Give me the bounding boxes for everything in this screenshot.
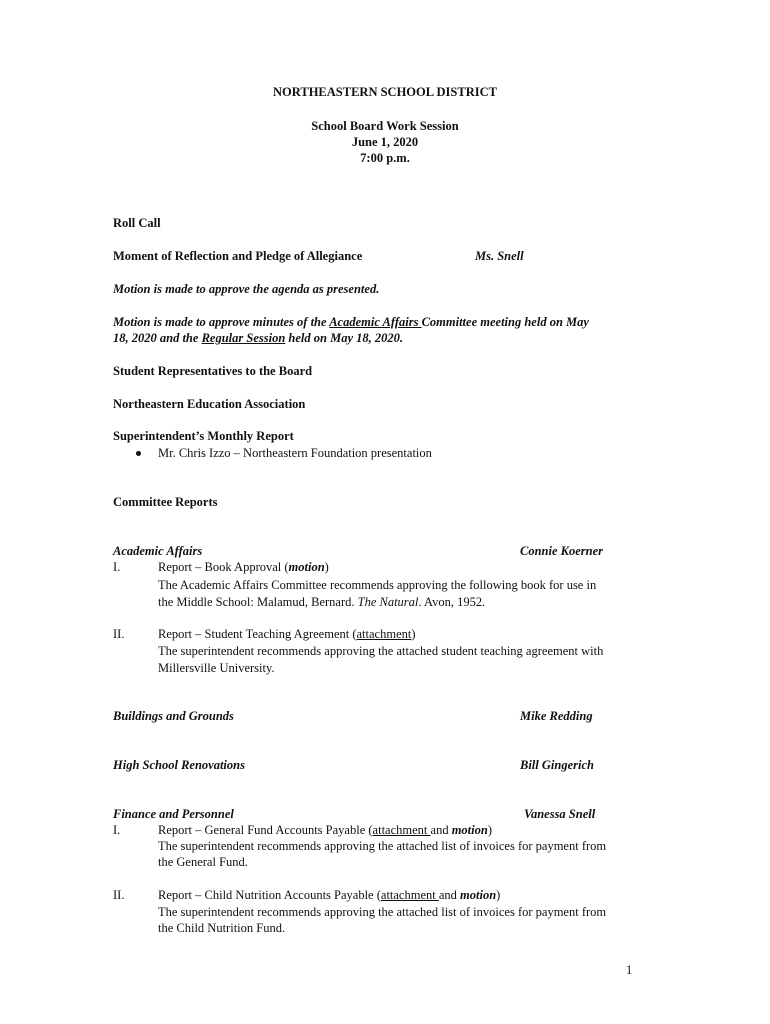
motion-minutes-text4: held on May 18, 2020. bbox=[285, 331, 403, 345]
report-label: Report – Child Nutrition Accounts Payable ( bbox=[158, 888, 381, 902]
child-nutrition-desc1: The superintendent recommends approving the attached list of invoices for payment from bbox=[158, 905, 607, 919]
motion-minutes-text1: Motion is made to approve minutes of the bbox=[113, 315, 330, 329]
motion-minutes-line1 bbox=[113, 314, 589, 330]
reflection-label: Moment of Reflection and Pledge of Allegiance bbox=[113, 249, 363, 263]
item-number: II. bbox=[113, 888, 125, 902]
academic-affairs-link[interactable]: Academic Affairs bbox=[329, 315, 422, 329]
report-label: Report – Student Teaching Agreement ( bbox=[158, 627, 357, 641]
academic-affairs-chair: Connie Koerner bbox=[520, 544, 604, 558]
report-label-end: ) bbox=[411, 627, 416, 641]
buildings-grounds-title: Buildings and Grounds bbox=[113, 709, 234, 723]
motion-agenda: Motion is made to approve the agenda as presented. bbox=[113, 282, 380, 296]
desc-text: the Middle School: Malamud, Bernard. bbox=[158, 595, 358, 609]
motion-label: motion bbox=[460, 888, 497, 902]
report-label-end: ) bbox=[487, 823, 492, 837]
and-text: and bbox=[438, 888, 461, 902]
buildings-grounds-chair: Mike Redding bbox=[520, 709, 593, 723]
roll-call: Roll Call bbox=[113, 216, 161, 230]
general-fund-desc1: The superintendent recommends approving the attached list of invoices for payment from bbox=[158, 839, 607, 853]
academic-affairs-title: Academic Affairs bbox=[113, 544, 203, 558]
motion-minutes-line2 bbox=[113, 330, 403, 346]
report-label-end: ) bbox=[496, 888, 501, 902]
student-teaching-desc2: Millersville University. bbox=[158, 661, 275, 675]
hs-renovations-title: High School Renovations bbox=[113, 758, 245, 772]
child-nutrition-report bbox=[158, 887, 500, 903]
book-title: The Natural bbox=[357, 595, 419, 609]
session-title: School Board Work Session bbox=[311, 119, 459, 133]
superintendent-report-title: Superintendent’s Monthly Report bbox=[113, 429, 294, 443]
student-teaching-desc1: The superintendent recommends approving the attached student teaching agreement with bbox=[158, 644, 604, 658]
session-date: June 1, 2020 bbox=[351, 135, 419, 149]
superintendent-report-item: Mr. Chris Izzo – Northeastern Foundation presentation bbox=[158, 446, 432, 460]
finance-personnel-title: Finance and Personnel bbox=[113, 807, 234, 821]
motion-label: motion bbox=[451, 823, 488, 837]
finance-personnel-chair: Vanessa Snell bbox=[524, 807, 596, 821]
session-time: 7:00 p.m. bbox=[360, 151, 410, 165]
attachment-link[interactable]: attachment bbox=[372, 823, 431, 837]
report-label: Report – Book Approval ( bbox=[158, 560, 289, 574]
and-text: and bbox=[430, 823, 452, 837]
book-approval-report bbox=[158, 559, 329, 575]
district-title: NORTHEASTERN SCHOOL DISTRICT bbox=[273, 85, 497, 99]
attachment-link[interactable]: attachment bbox=[356, 627, 412, 641]
book-approval-desc1: The Academic Affairs Committee recommends approving the following book for use in bbox=[158, 578, 597, 592]
hs-renovations-chair: Bill Gingerich bbox=[520, 758, 594, 772]
motion-minutes-text2: Committee meeting held on May bbox=[421, 315, 589, 329]
item-number: I. bbox=[113, 560, 121, 574]
report-label: Report – General Fund Accounts Payable ( bbox=[158, 823, 373, 837]
education-association: Northeastern Education Association bbox=[113, 397, 306, 411]
motion-minutes-text3: 18, 2020 and the bbox=[113, 331, 202, 345]
page-number: 1 bbox=[626, 963, 633, 977]
book-approval-desc2 bbox=[158, 594, 485, 610]
item-number: II. bbox=[113, 627, 125, 641]
child-nutrition-desc2: the Child Nutrition Fund. bbox=[158, 921, 286, 935]
regular-session-link[interactable]: Regular Session bbox=[201, 331, 286, 345]
student-representatives: Student Representatives to the Board bbox=[113, 364, 313, 378]
attachment-link[interactable]: attachment bbox=[380, 888, 439, 902]
desc-text-end: . Avon, 1952. bbox=[418, 595, 486, 609]
general-fund-report bbox=[158, 822, 492, 838]
motion-label: motion bbox=[288, 560, 325, 574]
report-label-end: ) bbox=[324, 560, 329, 574]
item-number: I. bbox=[113, 823, 121, 837]
reflection-person: Ms. Snell bbox=[475, 249, 524, 263]
student-teaching-report bbox=[158, 626, 416, 642]
bullet-icon bbox=[136, 451, 141, 456]
general-fund-desc2: the General Fund. bbox=[158, 855, 248, 869]
committee-reports-heading: Committee Reports bbox=[113, 495, 218, 509]
